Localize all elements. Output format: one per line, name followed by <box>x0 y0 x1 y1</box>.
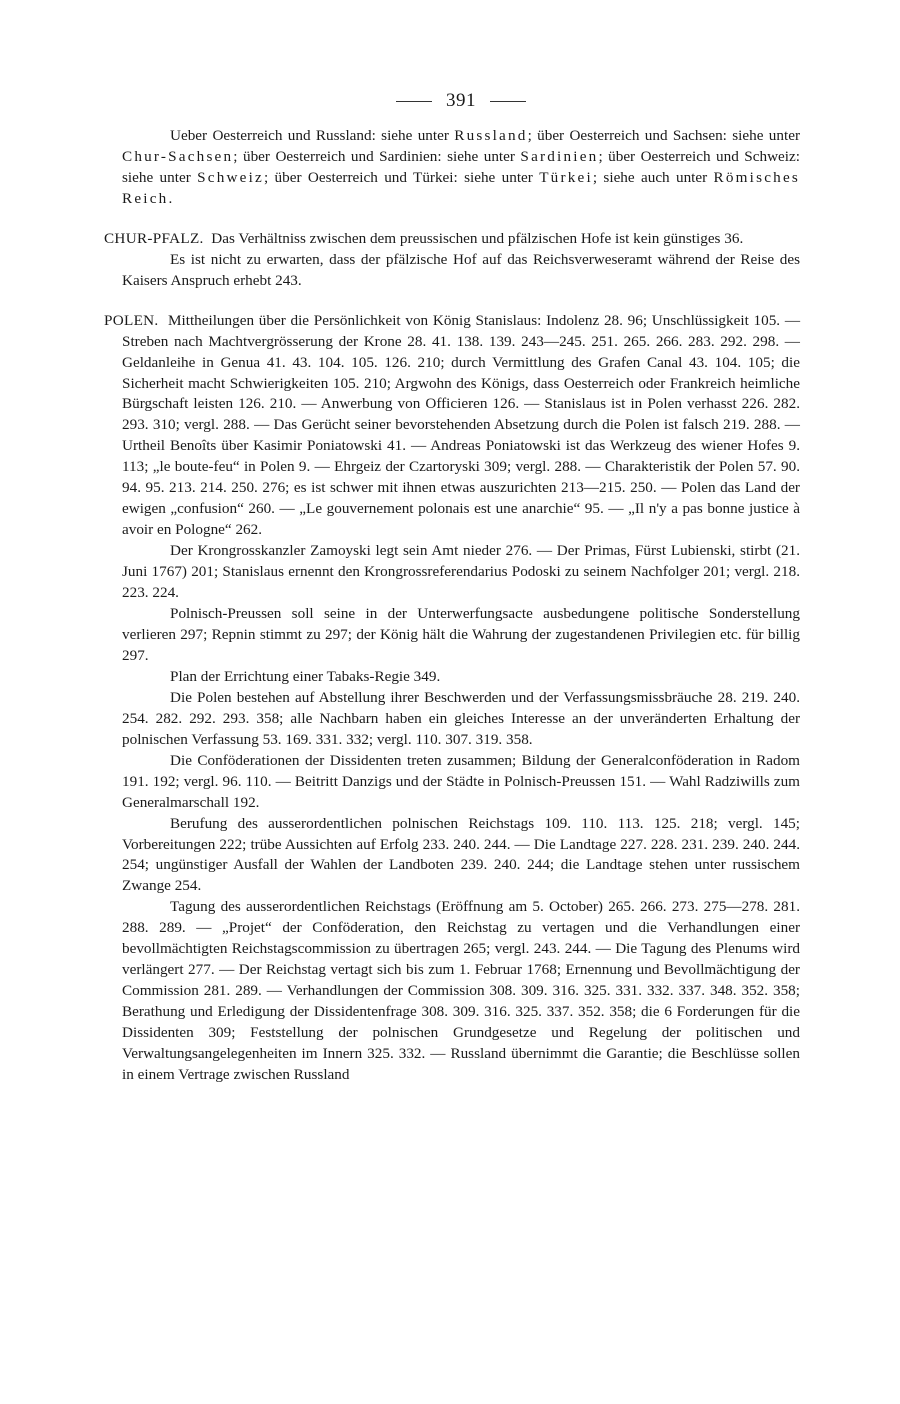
intro-text: ; über Oesterreich und Schweiz: siehe unter <box>122 147 800 186</box>
header-rule-right <box>490 101 526 102</box>
entry-paragraph: Tagung des ausserordentlichen Reichstags (Eröffnung am 5. October) 265. 266. 273. 275—278. 281. 288. 289. — „Projet“ der Conföderation, den Reichstag zu vertagen und die Verhandlungen einer bevollmächtigten Reichstagscommission zu übertragen 265; vergl. 243. 244. — Die Tagung des Plenums wird verlängert 277. — Der Reichstag vertagt sich bis zum 1. Februar 1768; Ernennung und Bevollmächtigung der Commission 281. 289. — Verhandlungen der Commission 308. 309. 316. 325. 331. 332. 337. 348. 352. 358; Berathung und Erledigung der Dissidentenfrage 308. 309. 316. 325. 337. 352. 358; die 6 Forderungen für die Dissidenten 309; Feststellung der polnischen Grundgesetze und Regelung der politischen und Verwaltungsangelegenheiten im Innern 325. 332. — Russland übernimmt die Garantie; die Beschlüsse sollen in einem Vertrage zwischen Russland <box>122 898 800 1083</box>
document-page <box>104 88 801 1086</box>
page-header <box>122 88 800 114</box>
page-number: 391 <box>446 90 476 111</box>
intro-text: ; über Oesterreich und Sardinien: siehe unter <box>233 147 521 165</box>
cross-reference: Türkei <box>539 168 593 186</box>
intro-paragraph <box>122 126 800 210</box>
entry-first-paragraph <box>104 311 801 541</box>
cross-reference: Chur-Sachsen <box>122 147 234 165</box>
intro-text: ; über Oesterreich und Türkei: siehe unter <box>263 168 540 186</box>
entry-text: Mittheilungen über die Persönlichkeit von König Stanislaus: Indolenz 28. 96; Unschlüssigkeit 105. — Streben nach Machtvergrösserung der Krone 28. 41. 138. 139. 243—245. 251. 265. 266. 283. 292. 298. — Geldanleihe in Genua 41. 43. 104. 105. 126. 210; durch Vermittlung des Grafen Canal 43. 104. 105; die Sicherheit macht Schwierigkeiten 105. 210; Argwohn des Königs, dass Oesterreich oder Frankreich heimliche Bürgschaft leisten 126. 210. — Anwerbung von Officieren 126. — Stanislaus ist in Polen verhasst 226. 282. 293. 310; vergl. 288. — Das Gerücht seiner bevorstehenden Absetzung durch die Polen ist falsch 219. 288. — Urtheil Benoîts über Kasimir Poniatowski 41. — Andreas Poniatowski ist das Werkzeug des wiener Hofes 9. 113; „le boute-feu“ in Polen 9. — Ehrgeiz der Czartoryski 309; vergl. 288. — Charakteristik der Polen 57. 90. 94. 95. 213. 214. 250. 276; es ist schwer mit ihnen etwas auszurichten 213—215. 250. — Polen das Land der ewigen „confusion“ 260. — „Le gouvernement polonais est une anarchie“ 95. — „Il n'y a pas bonne justice à avoir en Pologne“ 262. <box>122 311 801 539</box>
entry-paragraph: Die Conföderationen der Dissidenten treten zusammen; Bildung der Generalconföderation in Radom 191. 192; vergl. 96. 110. — Beitritt Danzigs und der Städte in Polnisch-Preussen 151. — Wahl Radziwills zum Generalmarschall 192. <box>122 751 800 811</box>
intro-text: . <box>168 189 173 207</box>
entry-paragraph: Berufung des ausserordentlichen polnischen Reichstags 109. 110. 113. 125. 218; vergl. 145; Vorbereitungen 222; trübe Aussichten auf Erfolg 233. 240. 244. — Die Landtage 227. 228. 231. 239. 240. 244. 254; ungünstiger Ausfall der Wahlen der Landboten 239. 240. 244; die Landtage stehen unter russischem Zwange 254. <box>122 814 800 895</box>
entry-paragraph: Plan der Errichtung einer Tabaks-Regie 349. <box>170 667 441 685</box>
entry-paragraph: Die Polen bestehen auf Abstellung ihrer Beschwerden und der Verfassungsmissbräuche 28. 219. 240. 254. 282. 292. 293. 358; alle Nachbarn haben ein gleiches Interesse an der unveränderten Erhaltung der polnischen Verfassung 53. 169. 331. 332; vergl. 110. 307. 319. 358. <box>122 688 800 748</box>
intro-text: ; siehe auch unter <box>592 168 714 186</box>
entry-paragraph: Polnisch-Preussen soll seine in der Unterwerfungsacte ausbedungene politische Sonderstellung verlieren 297; Repnin stimmt zu 297; der König hält die Wahrung der zugestandenen Privilegien etc. für billig 297. <box>122 605 800 664</box>
entry-heading: POLEN. <box>104 311 159 329</box>
header-rule-left <box>396 101 432 102</box>
intro-text: ; über Oesterreich und Sachsen: siehe unter <box>527 127 800 144</box>
cross-reference: Römisches Reich <box>122 168 800 207</box>
intro-block <box>122 126 800 210</box>
entry-polen <box>104 311 801 1086</box>
entry-paragraph: Es ist nicht zu erwarten, dass der pfälzische Hof auf das Reichsverweseramt während der Reise des Kaisers Anspruch erhebt 243. <box>122 250 800 289</box>
cross-reference: Russland <box>454 127 528 144</box>
cross-reference: Sardinien <box>520 147 599 165</box>
entry-paragraph: Der Krongrosskanzler Zamoyski legt sein Amt nieder 276. — Der Primas, Fürst Lubienski, stirbt (21. Juni 1767) 201; Stanislaus ernennt den Krongrossreferendarius Podoski zu seinem Nachfolger 201; vergl. 218. 223. 224. <box>122 542 800 602</box>
cross-reference: Schweiz <box>197 168 264 186</box>
entry-chur-pfalz <box>104 229 800 292</box>
entry-text: Das Verhältniss zwischen dem preussischen und pfälzischen Hofe ist kein günstiges 36. <box>211 229 744 247</box>
intro-text: Ueber Oesterreich und Russland: siehe unter <box>170 127 455 144</box>
entry-heading: CHUR-PFALZ. <box>104 229 204 247</box>
entry-first-paragraph <box>104 229 800 250</box>
